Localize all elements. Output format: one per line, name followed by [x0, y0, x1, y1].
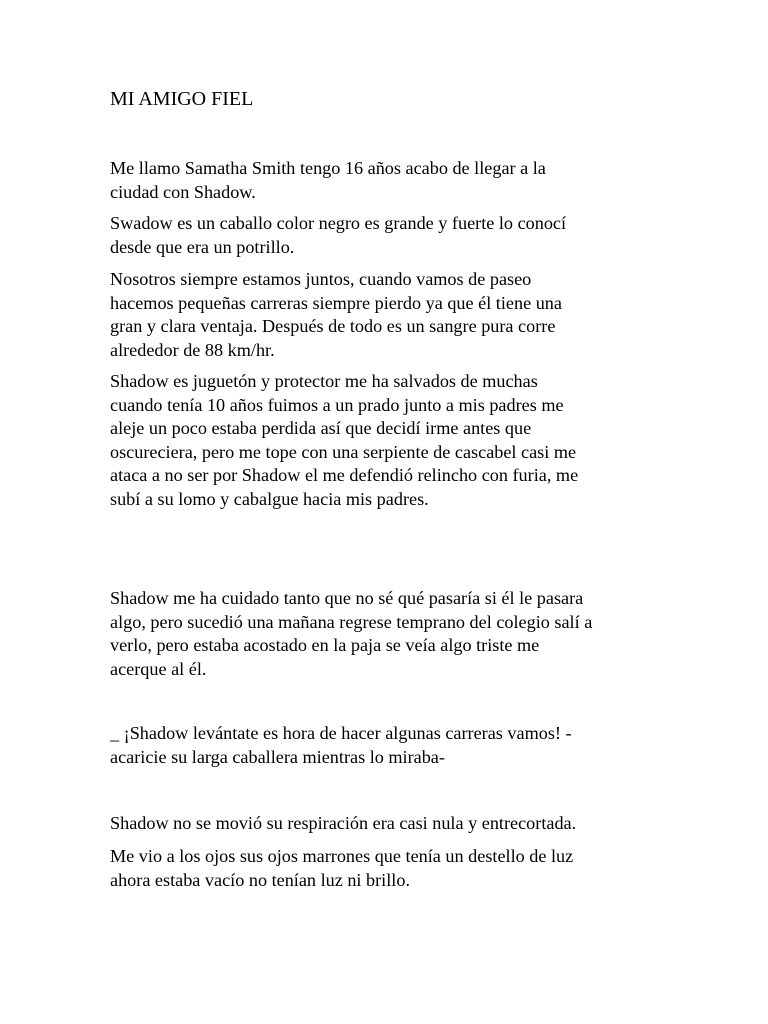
paragraph-2 — [110, 212, 670, 259]
paragraph-line: _ ¡Shadow levántate es hora de hacer algunas carreras vamos! - — [110, 723, 572, 743]
paragraph-4 — [110, 370, 670, 511]
paragraph-line: Nosotros siempre estamos juntos, cuando vamos de paseo — [110, 269, 532, 289]
paragraph-line: aleje un poco estaba perdida así que decidí irme antes que — [110, 418, 532, 438]
paragraph-line: Me llamo Samatha Smith tengo 16 años acabo de llegar a la — [110, 158, 546, 178]
paragraph-line: Swadow es un caballo color negro es grande y fuerte lo conocí — [110, 213, 567, 233]
paragraph-line: alrededor de 88 km/hr. — [110, 339, 275, 360]
paragraph-line: acerque al él. — [110, 658, 207, 679]
document-title: MI AMIGO FIEL — [110, 88, 254, 110]
paragraph-line: cuando tenía 10 años fuimos a un prado junto a mis padres me — [110, 394, 564, 415]
paragraph-line: ciudad con Shadow. — [110, 181, 256, 202]
paragraph-line: subí a su lomo y cabalgue hacia mis padres. — [110, 488, 429, 509]
paragraph-line: Shadow me ha cuidado tanto que no sé qué pasaría si él le pasara — [110, 588, 584, 608]
paragraph-line: ahora estaba vacío no tenían luz ni brillo. — [110, 869, 410, 890]
paragraph-8 — [110, 845, 670, 892]
paragraph-line: acaricie su larga caballera mientras lo miraba- — [110, 746, 445, 767]
paragraph-line: gran y clara ventaja. Después de todo es un sangre pura corre — [110, 316, 556, 336]
paragraph-line: Shadow es juguetón y protector me ha salvados de muchas — [110, 371, 538, 391]
paragraph-7 — [110, 812, 670, 836]
paragraph-line: Me vio a los ojos sus ojos marrones que tenía un destello de luz — [110, 846, 574, 866]
paragraph-1 — [110, 157, 670, 204]
paragraph-line: Shadow no se movió su respiración era casi nula y entrecortada. — [110, 813, 577, 833]
paragraph-5 — [110, 587, 670, 681]
paragraph-line: verlo, pero estaba acostado en la paja se veía algo triste me — [110, 635, 540, 655]
paragraph-line: oscureciera, pero me tope con una serpiente de cascabel casi me — [110, 441, 577, 462]
paragraph-6 — [110, 722, 670, 769]
paragraph-3 — [110, 268, 670, 362]
paragraph-line: ataca a no ser por Shadow el me defendió relincho con furia, me — [110, 465, 579, 485]
paragraph-line: hacemos pequeñas carreras siempre pierdo ya que él tiene una — [110, 292, 562, 313]
paragraph-line: desde que era un potrillo. — [110, 236, 295, 257]
paragraph-line: algo, pero sucedió una mañana regrese temprano del colegio salí a — [110, 611, 593, 632]
